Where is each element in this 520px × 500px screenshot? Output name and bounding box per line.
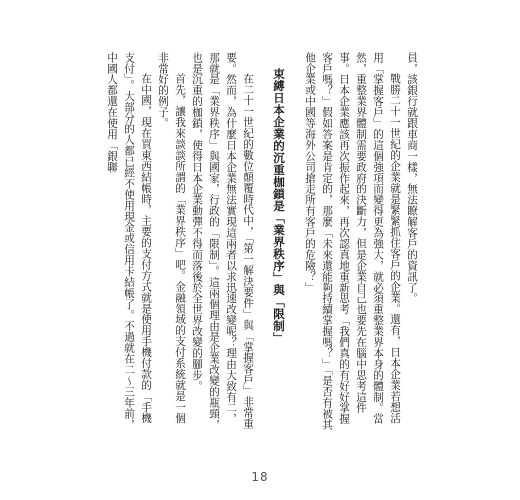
- page-number: 18: [251, 470, 269, 484]
- paragraph-3: 在二十一世紀的數位顛覆時代中，「第一解決要件」與「掌握客戶」非常重要。然而，為什麼日本企業無法實現這兩者以求迅速改變呢？理由大致有二，那就是「業界秩序」與國家，行政的「限制」。這兩個理由是企業改變的瓶頸，也是沉重的枷鎖，使得日本企業動彈不得而落後於全世界改變的腳步。: [191, 52, 254, 430]
- vertical-text-block: [103, 52, 420, 432]
- section-heading: 束縛日本企業的沉重枷鎖是「業界秩序」與「限制」: [272, 68, 286, 344]
- paragraph-4: 首先，讓我來談談所謂的「業界秩序」吧。金融領域的支付系統就是一個非常好的例子。: [157, 52, 186, 424]
- paragraph-2: 戰勝二十一世紀的企業就是緊緊抓住客戶的企業。還有，日本企業若想活用「掌握客戶」的這個強項而變得更為強大，就必須重整業界本身的體制。當然，重整業界體制需要政府的決斷力，但是企業自己也要先在腦中思考這件事。日本企業應該再次振作起來，再次認真地重新思考「我們真的有好好掌握客戶嗎？」假如答案是肯定的，那麼「未來還能夠持續掌握嗎？」「是否有被其他企業或中國等海外公司搶走所有客戶的危險？」: [304, 52, 401, 430]
- paragraph-1: 員，該銀行就跟車商一樣，無法瞭解客戶的資訊了。: [406, 52, 418, 304]
- paragraph-5: 在中國，現在買東西結帳時，主要的支付方式就是使用手機付款的「手機支付」。大部分的人都已經不使用現金或信用卡結帳了。不過就在二～三年前，中國人都還在使用「銀聯: [106, 52, 152, 430]
